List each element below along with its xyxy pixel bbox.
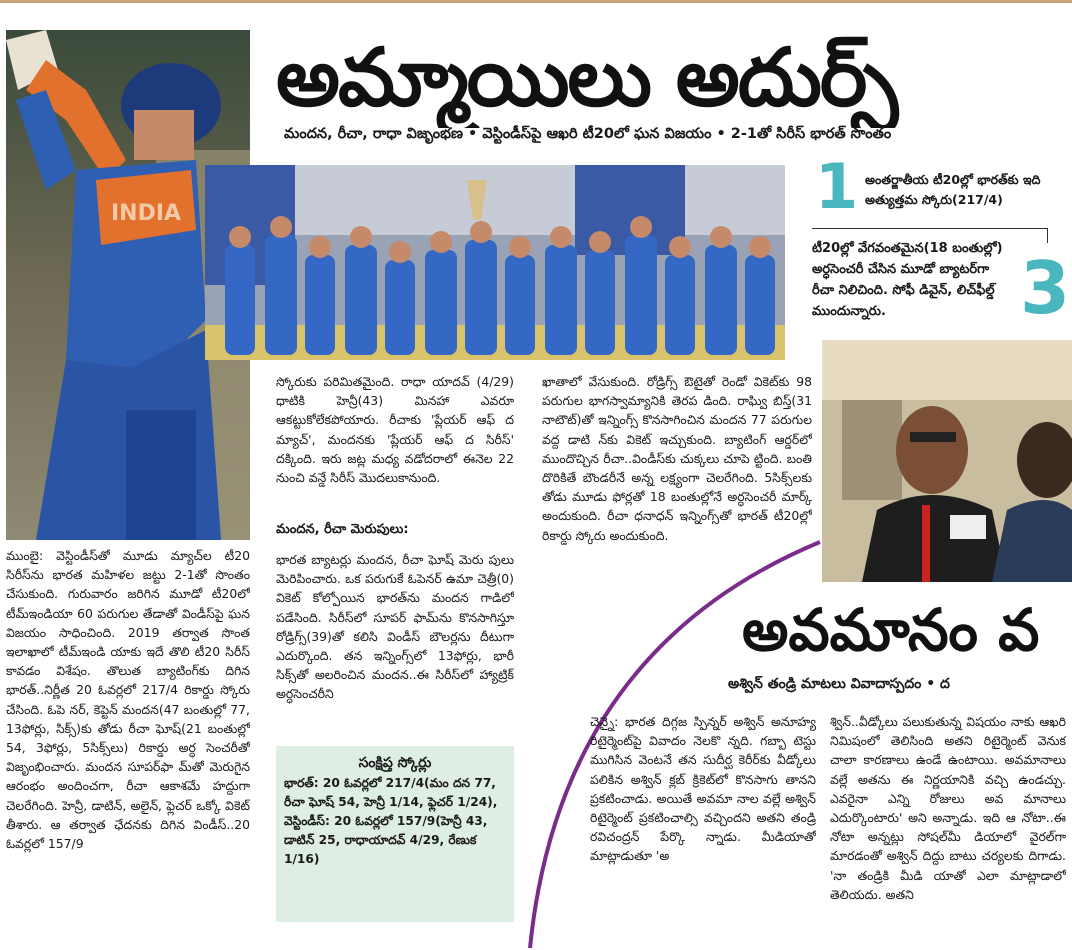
fact-3-text: టీ20ల్లో వేగవంతమైన(18 బంతుల్లో) అర్ధసెంచరీ చేసిన మూడో బ్యాటర్‌గా రీచా నిలిచింది. సోఫీ డివైన్, లిచ్‌ఫీల్డ్ ముందున్నారు. [812, 241, 1003, 319]
fact-3 [812, 238, 1072, 328]
story2-col2: శ్విన్..వీడ్కోలు పలుకుతున్న విషయం నాకు ఆఖరి నిమిషంలో తెలిసింది అతని రిటైర్మెంట్ వెనుక చాలా కారణాలు ఉండే ఉంటాయి. అవమానాలు వల్లే అతను ఈ నిర్ణయానికి వచ్చి ఉండచ్చు. ఎవరైనా ఎన్ని రోజులు అవ మానాలు ఎదుర్కొంటారు' అని అన్నాడు. ఇది ఆ నోటా..ఈ నోటా అన్నట్లు సోషల్‌మీ డియాలో వైరల్‌గా మారడంతో అశ్విన్ దిద్దు బాటు చర్యలకు దిగాడు. 'నా తండ్రికి మీడి యాతో ఎలా మాట్లాడాలో తెలియదు. అతని [830, 714, 1066, 902]
story1-col2-heading: మందన, రీచా మెరుపులు: [276, 522, 409, 537]
ashwin-father-photo [822, 340, 1072, 582]
top-rule [0, 0, 1072, 9]
fact-1 [815, 150, 1065, 223]
svg-text:INDIA: INDIA [111, 201, 182, 226]
main-headline: అమ్మాయిలు అదుర్స్ [276, 31, 897, 124]
story1-col3: ఖాతాలో వేసుకుంది. రోడ్రిగ్స్ ఔటైతో రెండో వికెట్‌కు 98 పరుగుల భాగస్వామ్యానికి తెరప డింది. రాఘ్వి బిస్త్(31 నాటౌట్)తో ఇన్నింగ్స్ కొనసాగించిన మందన 77 పరుగుల వద్ద డాటి న్‌కు వికెట్ ఇచ్చుకుంది. బ్యాటింగ్ ఆర్డర్‌లో ముందొచ్చిన రీచా..విండీస్‌కు చుక్కలు చూపె ట్టింది. బంతి దొరికితే బౌండరీనే అన్న లక్ష్యంగా చెలరేగింది. 5సిక్స్‌లకు తోడు మూడు ఫోర్లతో 18 బంతుల్లోనే అర్ధసెంచరీ మార్క్ అందుకుంది. రీచా ధనాధన్ ఇన్నింగ్స్‌తో భారత్ టీ20ల్లో రికార్డు స్కోరు అందుకుంది. [542, 374, 812, 543]
story2-subheadline: అశ్విన్ తండ్రి మాటలు వివాదాస్పదం • ద [728, 676, 950, 692]
brief-scores-box [276, 746, 514, 922]
story1-col2-top: స్కోరుకు పరిమితమైంది. రాధా యాదవ్ (4/29) ధాటికి హెన్రీ(43) మినహా ఎవరూ ఆకట్టుకోలేకపోయారు. రీచాకు 'ప్లేయర్ ఆఫ్ ద మ్యాచ్', మందనకు 'ప్లేయర్ ఆఫ్ ద సిరీస్' దక్కింది. ఇరు జట్ల మధ్య వడోదరాలో ఈనెల 22 నుంచి వన్డే సిరీస్ మొదలుకానుంది. [276, 374, 514, 486]
main-subheadline: మందన, రీచా, రాధా విజృంభణ • వెస్టిండీస్‌పై ఆఖరి టీ20లో ఘన విజయం • 2-1తో సిరీస్ భారత్ సొంతం [284, 126, 892, 142]
story2-col1: చెన్నై: భారత దిగ్గజ స్పిన్నర్ అశ్విన్ అనూహ్య రిటైర్మెంట్‌పై వివాదం నెలకొ న్నది. గబ్బా టెస్టు ముగిసిన వెంటనే తన సుదీర్ఘ కెరీర్‌కు వీడ్కోలు పలికిన అశ్విన్ క్లబ్ క్రికెట్‌లో కొనసాగు తానని ప్రకటించాడు. అయితే అవమా నాల వల్లే అశ్విన్ రిటైర్మెంట్ ప్రకటించాల్సి వచ్చిందని అతని తండ్రి రవిచంద్రన్ పేర్కొ న్నాడు. మీడియాతో మాట్లాడుతూ 'అ [590, 714, 816, 864]
fact-3-number: 3 [1020, 246, 1071, 330]
fact-1-text: అంతర్జాతీయ టీ20ల్లో భారత్‌కు ఇది అత్యుత్తమ స్కోరు(217/4) [865, 172, 1041, 207]
brief-scores-title: సంక్షిప్త స్కోర్లు [358, 755, 432, 771]
story1-col2-body: భారత బ్యాటర్లు మందన, రీచా ఘోష్ మెరు పులు మెరిపించారు. ఒక పరుగుకే ఓపెనర్ ఉమా చెత్రీ(0) వికెట్ కోల్పోయిన భారత్‌ను మందన గాడిలో పడేసింది. సిరీస్‌లో సూపర్ ఫామ్‌ను కొనసాగిస్తూ రోడ్రిగ్స్(39)తో కలిసి విండీస్ బౌలర్లను దీటుగా ఎదుర్కొంది. తన ఇన్నింగ్స్‌లో 13ఫోర్లు, భారీ సిక్స్‌తో అలరించిన మందన..ఈ సిరీస్‌లో హ్యాట్రిక్ అర్ధసెంచరీని [276, 552, 514, 702]
fact-1-number: 1 [815, 150, 859, 223]
story2-headline: అవమానం వ [742, 596, 1040, 664]
brief-scores-body: భారత్: 20 ఓవర్లలో 217/4(మం దన 77, రీచా ఘోష్ 54, హెన్రీ 1/14, ఫ్లెచర్ 1/24), వెస్టిండీస్: 20 ఓవర్లలో 157/9(హెన్రీ 43, డాటిన్ 25, రాధాయాదవ్ 4/29, రేణుక 1/16) [284, 776, 498, 866]
team-celebration-photo [205, 165, 785, 360]
story1-col1: ముంబై: వెస్టిండీస్‌తో మూడు మ్యాచ్‌ల టీ20 సిరీస్‌ను భారత మహిళల జట్టు 2-1తో సొంతం చేసుకుంది. గురువారం జరిగిన మూడో టీ20లో టీమ్‌ఇండియా 60 పరుగుల తేడాతో విండీస్‌పై ఘన విజయం సాధించింది. 2019 తర్వాత సొంత ఇలాఖాలో టీమ్‌ఇండి యాకు ఇదే తొలి టీ20 సిరీస్ కావడం విశేషం. తొలుత బ్యాటింగ్‌కు దిగిన భారత్..నిర్ణీత 20 ఓవర్లలో 217/4 రికార్డు స్కోరు చేసింది. ఓపె నర్, కెప్టెన్ మందన(47 బంతుల్లో 77, 13ఫోర్లు, సిక్స్)కు తోడు రీచా ఘోష్(21 బంతుల్లో 54, 3ఫోర్లు, 5సిక్స్‌లు) రికార్డు అర్ధ సెంచరీతో విజృంభించారు. మందన సూపర్‌ఫా మ్‌తో మెరుగైన ఆరంభం అందించగా, రీచా ఆకాశమే హద్దుగా చెలరేగింది. హెన్రీ, డాటిన్, అలైన్, ఫ్లెచర్ ఒక్కో వికెట్ తీశారు. ఆ తర్వాత ఛేదనకు దిగిన విండీస్..20 ఓవర్లలో 157/9 [6, 548, 250, 852]
